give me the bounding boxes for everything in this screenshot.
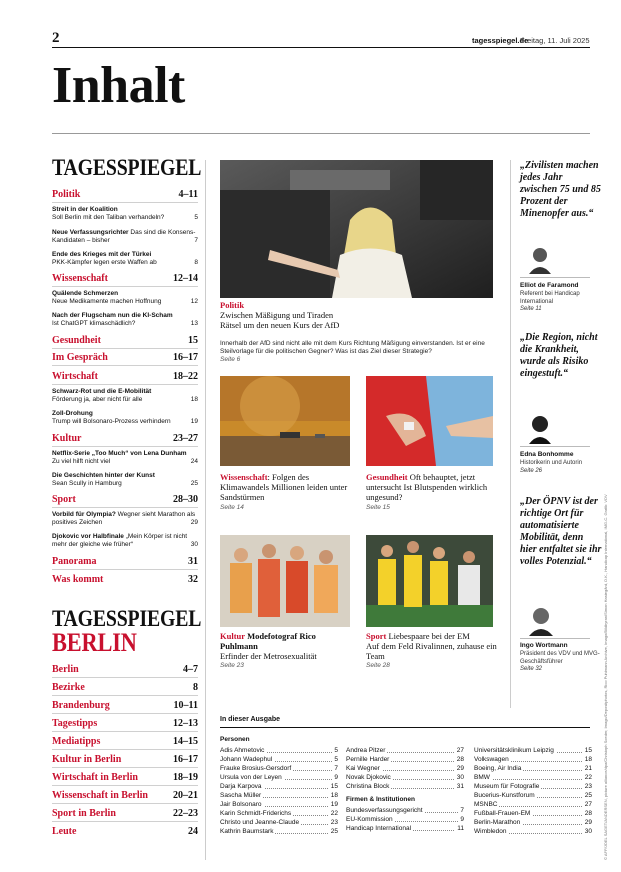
index-entry[interactable]: Pernille Harder 28: [346, 756, 464, 763]
quote-author: Ingo Wortmann: [520, 642, 568, 649]
toc-section-wirtschaft[interactable]: Wirtschaft 18–22: [52, 371, 198, 382]
issue-date: Freitag, 11. Juli 2025: [520, 36, 590, 45]
quote-rule: [520, 446, 590, 447]
berlin-toc-item[interactable]: Wirtschaft in Berlin 18–19: [52, 772, 198, 783]
quote-text: „Zivilisten machen jedes Jahr zwischen 75 und 85 Prozent der Minenopfer aus.“: [520, 160, 601, 219]
page-title: Inhalt: [52, 57, 185, 114]
section-rule: [52, 365, 198, 366]
section-rule: [52, 767, 198, 768]
photo-credit: © AFP/JOEL SAGET/ANDERSEN, picture alliance/dpa/Christoph Soeder, Imago/Depositphotos, Rico Puhlmann Archive, Imago/Bildbyran/Simon Hastegård, D.K., Handicap International, IMG-C. Grafik: VDV: [603, 494, 608, 860]
tagesspiegel-logo: TAGESSPIEGEL: [52, 606, 202, 631]
berlin-toc-item[interactable]: Tagestipps 12–13: [52, 718, 198, 729]
index-entry[interactable]: Bucerius-Kunstforum 25: [474, 792, 592, 799]
berlin-logo: BERLIN: [52, 628, 137, 657]
toc-section-was-kommt[interactable]: Was kommt 32: [52, 574, 198, 585]
index-title: In dieser Ausgabe: [220, 716, 281, 723]
title-rule: [52, 133, 590, 134]
berlin-toc-item[interactable]: Mediatipps 14–15: [52, 736, 198, 747]
quote-author-desc: Historikerin und Autorin Seite 26: [520, 460, 583, 474]
teaser-wissenschaft[interactable]: Wissenschaft: Folgen des Klimawandels Millionen leiden unter Sandstürmen: [220, 472, 348, 502]
teaser-page-ref[interactable]: Seite 28: [366, 662, 390, 669]
index-entry[interactable]: Frauke Brosius-Gersdorf 7: [220, 765, 338, 772]
portrait-icon: [528, 246, 552, 274]
portrait-icon: [528, 414, 552, 444]
lead-teaser: Innerhalb der AfD sind nicht alle mit dem Kurs Richtung Mäßigung einverstanden. Ist er eine Steilvorlage für die politischen Gegner? Was ist das Ziel dieser Strategie?: [220, 340, 485, 355]
quote-text: „Der ÖPNV ist der richtige Ort für automatisierte Mobilität, denn hier entfaltet sie ihr volles Potenzial.“: [520, 496, 602, 567]
quote-author: Elliot de Faramond: [520, 282, 579, 289]
berlin-toc-item[interactable]: Sport in Berlin 22–23: [52, 808, 198, 819]
index-entry[interactable]: Christina Block 31: [346, 783, 464, 790]
section-rule: [52, 569, 198, 570]
toc-section-im-gespraech[interactable]: Im Gespräch 16–17: [52, 352, 198, 363]
toc-section-kultur[interactable]: Kultur 23–27: [52, 433, 198, 444]
index-entry[interactable]: Wimbledon 30: [474, 828, 592, 835]
toc-item[interactable]: Ende des Krieges mit der Türkei PKK-Kämpfer legen erste Waffen ab 8: [52, 251, 198, 266]
section-rule: [52, 821, 198, 822]
teaser-page-ref[interactable]: Seite 14: [220, 504, 244, 511]
toc-section-sport[interactable]: Sport 28–30: [52, 494, 198, 505]
toc-item[interactable]: Vorbild für Olympia? Wegner sieht Marathon als positives Zeichen 29: [52, 511, 198, 526]
site-url[interactable]: tagesspiegel.de: [472, 36, 529, 45]
teaser-kultur[interactable]: Kultur Modefotograf Rico Puhlmann Erfinder der Metrosexualität: [220, 631, 317, 661]
index-entry[interactable]: Berlin-Marathon 29: [474, 819, 592, 826]
index-entry[interactable]: EU-Kommission 9: [346, 816, 464, 823]
toc-item[interactable]: Zoll-Drohung Trump will Bolsonaro-Prozess verhindern 19: [52, 410, 198, 425]
index-entry[interactable]: Fußball-Frauen-EM 28: [474, 810, 592, 817]
berlin-toc-item[interactable]: Bezirke 8: [52, 682, 198, 693]
section-rule: [52, 749, 198, 750]
teaser-gesundheit[interactable]: Gesundheit Oft behauptet, jetzt untersucht Ist Blutspenden wirklich ungesund?: [366, 472, 488, 502]
toc-item[interactable]: Die Geschichten hinter der Kunst Sean Scully in Hamburg 25: [52, 472, 198, 487]
section-rule: [52, 384, 198, 385]
index-personen: Personen Adis Ahmetovic 5 Johann Wadephul 5 Frauke Brosius-Gersdorf 7 Ursula von der Leyen 9 Darja Karpova 15 Sascha Müller 18 Jair Bolsonaro 19 Karin Schmidt-Friderichs 22 Christo und Jeanne-Claude 23 Kathrin Baumstark 25: [220, 736, 338, 835]
index-entry[interactable]: Ursula von der Leyen 9: [220, 774, 338, 781]
index-entry[interactable]: Kathrin Baumstark 25: [220, 828, 338, 835]
toc-item[interactable]: Nach der Flugscham nun die KI-Scham Ist ChatGPT klimaschädlich? 13: [52, 312, 198, 327]
berlin-toc-item[interactable]: Kultur in Berlin 16–17: [52, 754, 198, 765]
quote-author-desc: Referent bei Handicap International Seite 11: [520, 291, 580, 312]
index-entry[interactable]: Museum für Fotografie 23: [474, 783, 592, 790]
section-rule: [52, 507, 198, 508]
index-entry[interactable]: Karin Schmidt-Friderichs 22: [220, 810, 338, 817]
toc-item[interactable]: Neue Verfassungsrichter Das sind die Konsens-Kandidaten – bisher 7: [52, 229, 198, 244]
section-rule: [52, 202, 198, 203]
section-rule: [52, 677, 198, 678]
berlin-toc-item[interactable]: Berlin 4–7: [52, 664, 198, 675]
index-entry[interactable]: Darja Karpova 15: [220, 783, 338, 790]
toc-item[interactable]: Schwarz-Rot und die E-Mobilität Förderung ja, aber nicht für alle 18: [52, 388, 198, 403]
berlin-toc-item[interactable]: Brandenburg 10–11: [52, 700, 198, 711]
teaser-page-ref[interactable]: Seite 23: [220, 662, 244, 669]
fashion-photo[interactable]: [220, 535, 350, 627]
toc-section-wissenschaft[interactable]: Wissenschaft 12–14: [52, 273, 198, 284]
section-rule: [52, 785, 198, 786]
index-personen-continued: Andrea Pitzer 27 Pernille Harder 28 Kai Wegner 29 Novak Djokovic 30 Christina Block 31 Firmen & Institutionen Bundesverfassungsgericht 7 EU-Kommission 9 Handicap International 11: [346, 747, 464, 832]
section-rule: [52, 695, 198, 696]
section-rule: [52, 731, 198, 732]
index-entry[interactable]: Boeing, Air India 21: [474, 765, 592, 772]
section-rule: [52, 713, 198, 714]
tagesspiegel-logo: TAGESSPIEGEL: [52, 155, 202, 180]
toc-item[interactable]: Netflix-Serie „Too Much“ von Lena Dunham Zu viel hilft nicht viel 24: [52, 450, 198, 465]
index-entry[interactable]: Bundesverfassungsgericht 7: [346, 807, 464, 814]
page-number: 2: [52, 30, 60, 46]
berlin-toc-item[interactable]: Leute 24: [52, 826, 198, 837]
section-rule: [52, 446, 198, 447]
football-photo[interactable]: [366, 535, 493, 627]
index-entry[interactable]: Andrea Pitzer 27: [346, 747, 464, 754]
index-entry[interactable]: Novak Djokovic 30: [346, 774, 464, 781]
index-entry[interactable]: Jair Bolsonaro 19: [220, 801, 338, 808]
section-rule: [52, 348, 198, 349]
berlin-toc-item[interactable]: Wissenschaft in Berlin 20–21: [52, 790, 198, 801]
header-rule: [52, 47, 590, 48]
quote-rule: [520, 638, 590, 639]
toc-item[interactable]: Streit in der Koalition Soll Berlin mit den Taliban verhandeln? 5: [52, 206, 198, 221]
index-entry[interactable]: Johann Wadephul 5: [220, 756, 338, 763]
index-entry[interactable]: Kai Wegner 29: [346, 765, 464, 772]
index-entry[interactable]: MSNBC 27: [474, 801, 592, 808]
quote-author-desc: Präsident des VDV und MVG-Geschäftsführer Seite 32: [520, 651, 600, 672]
quote-author: Edna Bonhomme: [520, 451, 574, 458]
index-entry[interactable]: Handicap International 11: [346, 825, 464, 832]
blood-donation-photo[interactable]: [366, 376, 493, 466]
lead-headline[interactable]: Politik Zwischen Mäßigung und Tiraden Rätsel um den neuen Kurs der AfD: [220, 300, 340, 330]
toc-section-politik[interactable]: Politik 4–11: [52, 189, 198, 200]
quote-rule: [520, 277, 590, 278]
toc-item[interactable]: Djokovic vor Halbfinale „Mein Körper ist nicht mehr der gleiche wie früher“ 30: [52, 533, 198, 548]
index-entry[interactable]: Adis Ahmetovic 5: [220, 747, 338, 754]
teaser-page-ref[interactable]: Seite 15: [366, 504, 390, 511]
index-entry[interactable]: Christo und Jeanne-Claude 23: [220, 819, 338, 826]
index-entry[interactable]: BMW 22: [474, 774, 592, 781]
index-rule: [220, 727, 590, 728]
quote-column-divider: [510, 160, 511, 708]
toc-section-panorama[interactable]: Panorama 31: [52, 556, 198, 567]
toc-item[interactable]: Quälende Schmerzen Neue Medikamente machen Hoffnung 12: [52, 290, 198, 305]
column-divider: [205, 160, 206, 860]
lead-photo[interactable]: [220, 160, 493, 298]
section-rule: [52, 803, 198, 804]
index-entry[interactable]: Sascha Müller 18: [220, 792, 338, 799]
index-entry[interactable]: Universitätsklinikum Leipzig 15: [474, 747, 592, 754]
teaser-sport[interactable]: Sport Liebespaare bei der EM Auf dem Feld Rivalinnen, zuhause ein Team: [366, 631, 497, 661]
sandstorm-photo[interactable]: [220, 376, 350, 466]
index-entry[interactable]: Volkswagen 18: [474, 756, 592, 763]
toc-section-gesundheit[interactable]: Gesundheit 15: [52, 335, 198, 346]
portrait-icon: [528, 606, 554, 636]
index-firmen: [474, 746, 592, 836]
lead-page-ref[interactable]: Seite 6: [220, 356, 241, 363]
quote-text: „Die Region, nicht die Krankheit, wurde als Risiko eingestuft.“: [520, 332, 598, 379]
section-rule: [52, 286, 198, 287]
